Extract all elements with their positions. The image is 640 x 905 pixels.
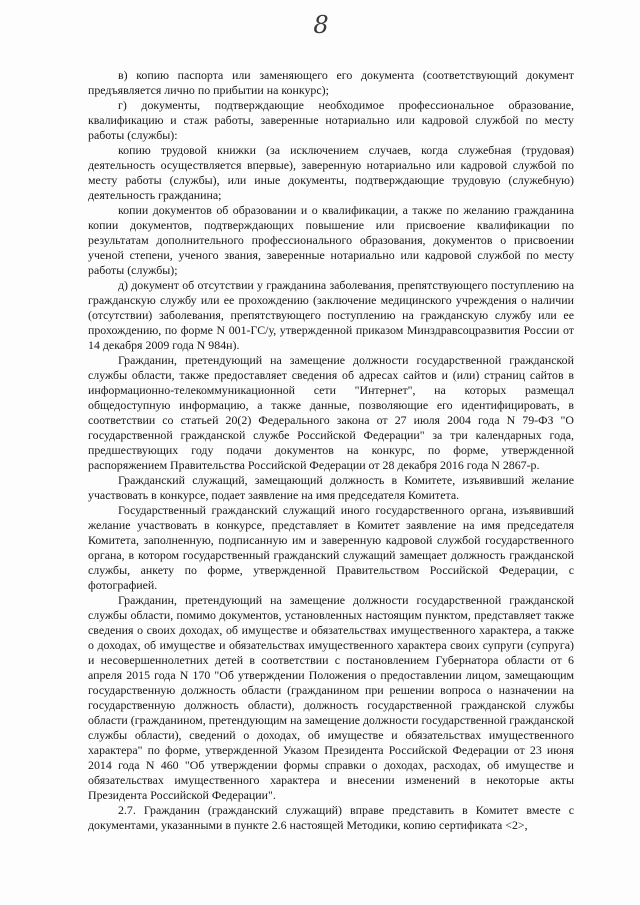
- paragraph-work-book-copy: копию трудовой книжки (за исключением случаев, когда служебная (трудовая) деятельность осуществляется впервые), заверенную нотариально или кадровой службой по месту работы (службы), или иные документы, подтверждающие трудовую (служебную) деятельность гражданина;: [88, 143, 574, 202]
- paragraph-education-documents: г) документы, подтверждающие необходимое профессиональное образование, квалификацию и стаж работы, заверенные нотариально или кадровой службой по месту работы (службы):: [88, 98, 574, 142]
- paragraph-other-agency-employee: Государственный гражданский служащий иного государственного органа, изъявивший желание участвовать в конкурсе, представляет в Комитет заявление на имя председателя Комитета, заполненную, подписанную им и заверенную кадровой службой государственного органа, в котором государственный гражданский служащий замещает должность гражданской службы, анкету по форме, утвержденной Правительством Российской Федерации, с фотографией.: [88, 503, 574, 592]
- page-number: 8: [313, 11, 329, 39]
- paragraph-medical-certificate: д) документ об отсутствии у гражданина заболевания, препятствующего поступлению на гражданскую службу или ее прохождению (заключение медицинского учреждения о наличии (отсутствии) заболевания, препятствующего поступлению на гражданскую службу или ее прохождению, по форме N 001-ГС/у, утвержденной приказом Минздравсоцразвития России от 14 декабря 2009 года N 984н).: [88, 278, 574, 352]
- document-body: [88, 68, 574, 833]
- paragraph-income-declaration: Гражданин, претендующий на замещение должности государственной гражданской службы области, помимо документов, установленных настоящим пунктом, представляет также сведения о своих доходах, об имуществе и обязательствах имущественного характера, а также о доходах, об имуществе и обязательствах имущественного характера своих супруги (супруга) и несовершеннолетних детей в соответствии с постановлением Губернатора области от 6 апреля 2015 года N 170 "Об утверждении Положения о предоставлении лицом, замещающим государственную должность области (гражданином при решении вопроса о назначении на государственную должность области), должность государственной гражданской службы области (гражданином, претендующим на замещение должности государственной гражданской службы области), сведений о доходах, об имуществе и обязательствах имущественного характера" по форме, утвержденной Указом Президента Российской Федерации от 23 июня 2014 года N 460 "Об утверждении формы справки о доходах, расходах, об имуществе и обязательствах имущественного характера и внесении изменений в некоторые акты Президента Российской Федерации".: [88, 593, 574, 802]
- paragraph-internet-sites: Гражданин, претендующий на замещение должности государственной гражданской службы области, также предоставляет сведения об адресах сайтов и (или) страниц сайтов в информационно-телекоммуникационной сети "Интернет", на которых размещал общедоступную информацию, а также данные, позволяющие его идентифицировать, в соответствии со статьей 20(2) Федерального закона от 27 июля 2004 года N 79-ФЗ "О государственной гражданской службе Российской Федерации" за три календарных года, предшествующих году подачи документов на конкурс, по форме, утвержденной распоряжением Правительства Российской Федерации от 28 декабря 2016 года N 2867-р.: [88, 353, 574, 472]
- paragraph-section-2-7: 2.7. Гражданин (гражданский служащий) вправе представить в Комитет вместе с документами, указанными в пункте 2.6 настоящей Методики, копию сертификата <2>,: [88, 803, 574, 832]
- paragraph-passport-copy: в) копию паспорта или заменяющего его документа (соответствующий документ предъявляется лично по прибытии на конкурс);: [88, 68, 574, 97]
- paragraph-committee-employee: Гражданский служащий, замещающий должность в Комитете, изъявивший желание участвовать в конкурсе, подает заявление на имя председателя Комитета.: [88, 473, 574, 502]
- paragraph-qualification-copies: копии документов об образовании и о квалификации, а также по желанию гражданина копии документов, подтверждающих повышение или присвоение квалификации по результатам дополнительного профессионального образования, документов о присвоении ученой степени, ученого звания, заверенные нотариально или кадровой службой по месту работы (службы);: [88, 203, 574, 277]
